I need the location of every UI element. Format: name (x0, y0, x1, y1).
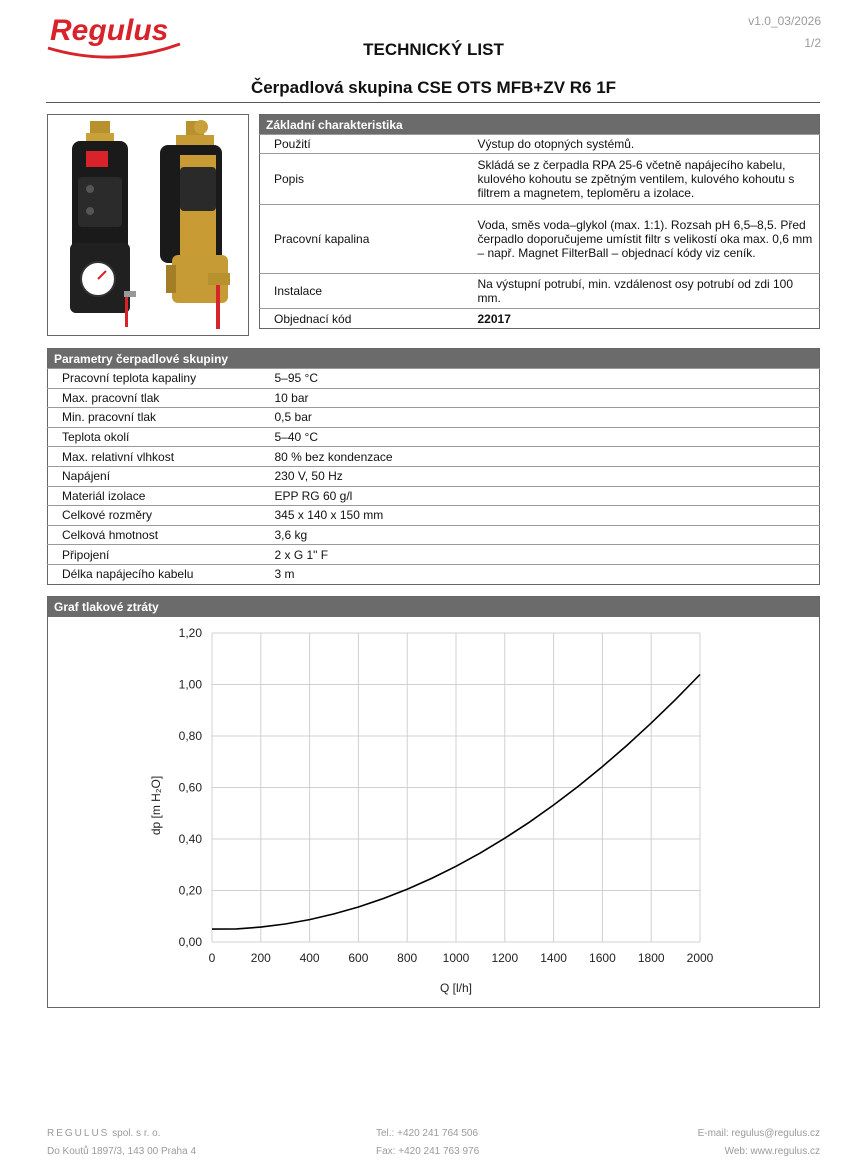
x-tick-label: 1800 (637, 951, 665, 965)
y-tick-label: 0,00 (178, 935, 202, 949)
row-value: EPP RG 60 g/l (261, 486, 820, 506)
table-row (260, 135, 820, 154)
row-label: Instalace (260, 274, 470, 309)
company-suffix: spol. s r. o. (109, 1128, 161, 1139)
company-name: REGULUS (47, 1128, 110, 1139)
row-label: Materiál izolace (48, 486, 261, 506)
phone-number: Tel.: +420 241 764 506 (376, 1128, 479, 1139)
pump-group-illustration (48, 115, 248, 335)
row-label: Připojení (48, 545, 261, 565)
table-row (260, 154, 820, 205)
table-row (48, 427, 820, 447)
table-row (260, 205, 820, 274)
row-value: 0,5 bar (261, 408, 820, 428)
document-title: TECHNICKÝ LIST (363, 40, 504, 59)
x-tick-label: 2000 (686, 951, 714, 965)
table-row (48, 369, 820, 389)
row-label: Délka napájecího kabelu (62, 567, 194, 582)
row-label: Celkové rozměry (48, 506, 261, 526)
footer-phone (376, 1125, 479, 1161)
basic-characteristics-table (259, 114, 820, 329)
table-row (48, 447, 820, 467)
row-label: Objednací kód (274, 311, 352, 326)
row-value: 345 x 140 x 150 mm (261, 506, 820, 526)
y-tick-label: 0,60 (178, 780, 202, 795)
svg-text:Regulus: Regulus (50, 14, 169, 47)
web-link[interactable]: Web: www.regulus.cz (724, 1146, 820, 1157)
x-tick-label: 600 (348, 951, 369, 965)
y-axis-label: dp [m H₂O] (149, 775, 163, 836)
x-tick-label: 800 (397, 951, 418, 965)
basic-characteristics-heading: Základní charakteristika (260, 115, 820, 135)
row-value: 5–40 °C (261, 427, 820, 447)
product-title: Čerpadlová skupina CSE OTS MFB+ZV R6 1F (250, 78, 617, 97)
parameters-heading: Parametry čerpadlové skupiny (48, 349, 820, 369)
page-number: 1/2 (804, 36, 821, 50)
footer-company (47, 1125, 196, 1161)
table-row (48, 466, 820, 486)
y-tick-label: 1,20 (178, 626, 202, 640)
table-row (48, 545, 820, 565)
parameters-table (47, 348, 820, 585)
fax-number: Fax: +420 241 763 976 (376, 1146, 480, 1157)
x-axis-label: Q [l/h] (439, 981, 473, 995)
table-row (48, 486, 820, 506)
version-label: v1.0_03/2026 (748, 14, 821, 28)
table-row (48, 564, 820, 584)
table-row (260, 309, 820, 329)
row-value: 230 V, 50 Hz (261, 466, 820, 486)
x-tick-label: 1400 (540, 951, 567, 965)
title-divider (46, 102, 820, 103)
email-link[interactable]: E-mail: regulus@regulus.cz (697, 1128, 820, 1139)
row-value: Skládá se z čerpadla RPA 25-6 včetně napájecího kabelu, kulového kohoutu se zpětným ventilem, kulového kohoutu s filtrem a magnetem, teploměru a izolace. (470, 154, 820, 205)
row-label: Pracovní kapalina (260, 205, 470, 274)
pressure-loss-chart (48, 617, 819, 1007)
table-row (48, 525, 820, 545)
order-code: 22017 (477, 311, 511, 326)
product-photo (47, 114, 249, 336)
row-value: Voda, směs voda–glykol (max. 1:1). Rozsah pH 6,5–8,5. Před čerpadlo doporučujeme umístit filtr s velikostí oka max. 0,6 mm – např. Magnet FilterBall – objednací kódy viz ceník. (470, 205, 820, 274)
company-address: Do Koutů 1897/3, 143 00 Praha 4 (47, 1146, 197, 1157)
row-value: Výstup do otopných systémů. (470, 135, 820, 154)
table-row (48, 388, 820, 408)
graph-heading: Graf tlakové ztráty (48, 597, 819, 617)
row-label: Max. relativní vlhkost (48, 447, 261, 467)
row-value: 3 m (274, 567, 295, 582)
row-label: Teplota okolí (48, 427, 261, 447)
x-tick-label: 0 (208, 951, 216, 965)
y-tick-label: 1,00 (178, 677, 202, 692)
row-label: Popis (260, 154, 470, 205)
row-value: 3,6 kg (261, 525, 820, 545)
y-tick-label: 0,80 (178, 729, 202, 743)
row-label: Celková hmotnost (48, 525, 261, 545)
x-tick-label: 1000 (442, 951, 470, 965)
pressure-loss-graph (47, 596, 820, 1008)
row-value: 10 bar (261, 388, 820, 408)
row-label: Max. pracovní tlak (48, 388, 261, 408)
y-tick-label: 0,20 (178, 883, 202, 898)
row-value: 80 % bez kondenzace (261, 447, 820, 467)
table-row (48, 506, 820, 526)
row-label: Použití (260, 135, 470, 154)
y-tick-label: 0,40 (178, 832, 202, 846)
x-tick-label: 200 (250, 951, 271, 965)
table-row (48, 408, 820, 428)
footer-contact (698, 1125, 820, 1161)
row-value: 5–95 °C (261, 369, 820, 389)
row-label: Min. pracovní tlak (48, 408, 261, 428)
x-tick-label: 1600 (589, 951, 616, 965)
x-tick-label: 400 (299, 951, 320, 965)
row-label: Pracovní teplota kapaliny (48, 369, 261, 389)
x-tick-label: 1200 (491, 951, 519, 965)
row-label: Napájení (48, 466, 261, 486)
table-row (260, 274, 820, 309)
row-value: 2 x G 1" F (261, 545, 820, 565)
row-value: Na výstupní potrubí, min. vzdálenost osy potrubí od zdi 100 mm. (470, 274, 820, 309)
